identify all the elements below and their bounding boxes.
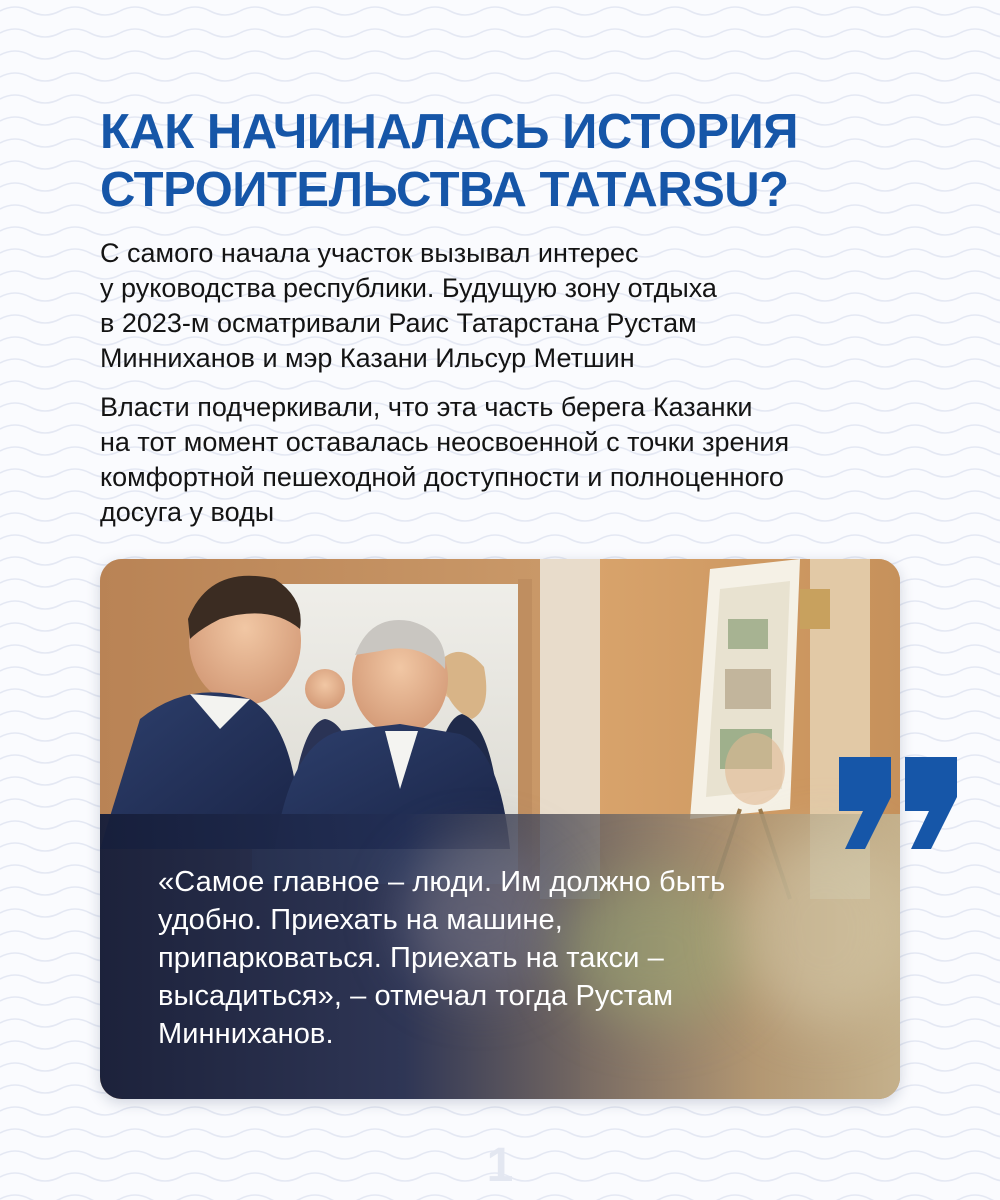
context-line: комфортной пешеходной доступности и полноценного xyxy=(100,462,784,492)
quote-line: «Самое главное – люди. Им должно быть xyxy=(158,866,726,898)
intro-paragraph xyxy=(100,236,920,376)
quote-line: Минниханов. xyxy=(158,1018,334,1050)
intro-line: С самого начала участок вызывал интерес xyxy=(100,238,639,268)
context-line: Власти подчеркивали, что эта часть берега Казанки xyxy=(100,392,753,422)
intro-line: у руководства республики. Будущую зону отдыха xyxy=(100,273,717,303)
page-title-line-1: КАК НАЧИНАЛАСЬ ИСТОРИЯ xyxy=(100,105,798,159)
intro-line: в 2023-м осматривали Раис Татарстана Рустам xyxy=(100,308,697,338)
page-title xyxy=(100,103,920,219)
context-paragraph xyxy=(100,390,920,530)
page-title-line-2: СТРОИТЕЛЬСТВА TATARSU? xyxy=(100,163,789,217)
context-line: досуга у воды xyxy=(100,497,275,527)
closing-quote-mark-icon xyxy=(835,757,961,849)
quote-text xyxy=(158,863,858,1053)
context-line: на тот момент оставалась неосвоенной с точки зрения xyxy=(100,427,790,457)
quote-line: удобно. Приехать на машине, xyxy=(158,904,563,936)
quote-line: припарковаться. Приехать на такси – xyxy=(158,942,664,974)
page-number: 1 xyxy=(486,1139,514,1192)
quote-photo-card xyxy=(100,559,900,1099)
intro-line: Минниханов и мэр Казани Ильсур Метшин xyxy=(100,343,635,373)
quote-line: высадиться», – отмечал тогда Рустам xyxy=(158,980,674,1012)
